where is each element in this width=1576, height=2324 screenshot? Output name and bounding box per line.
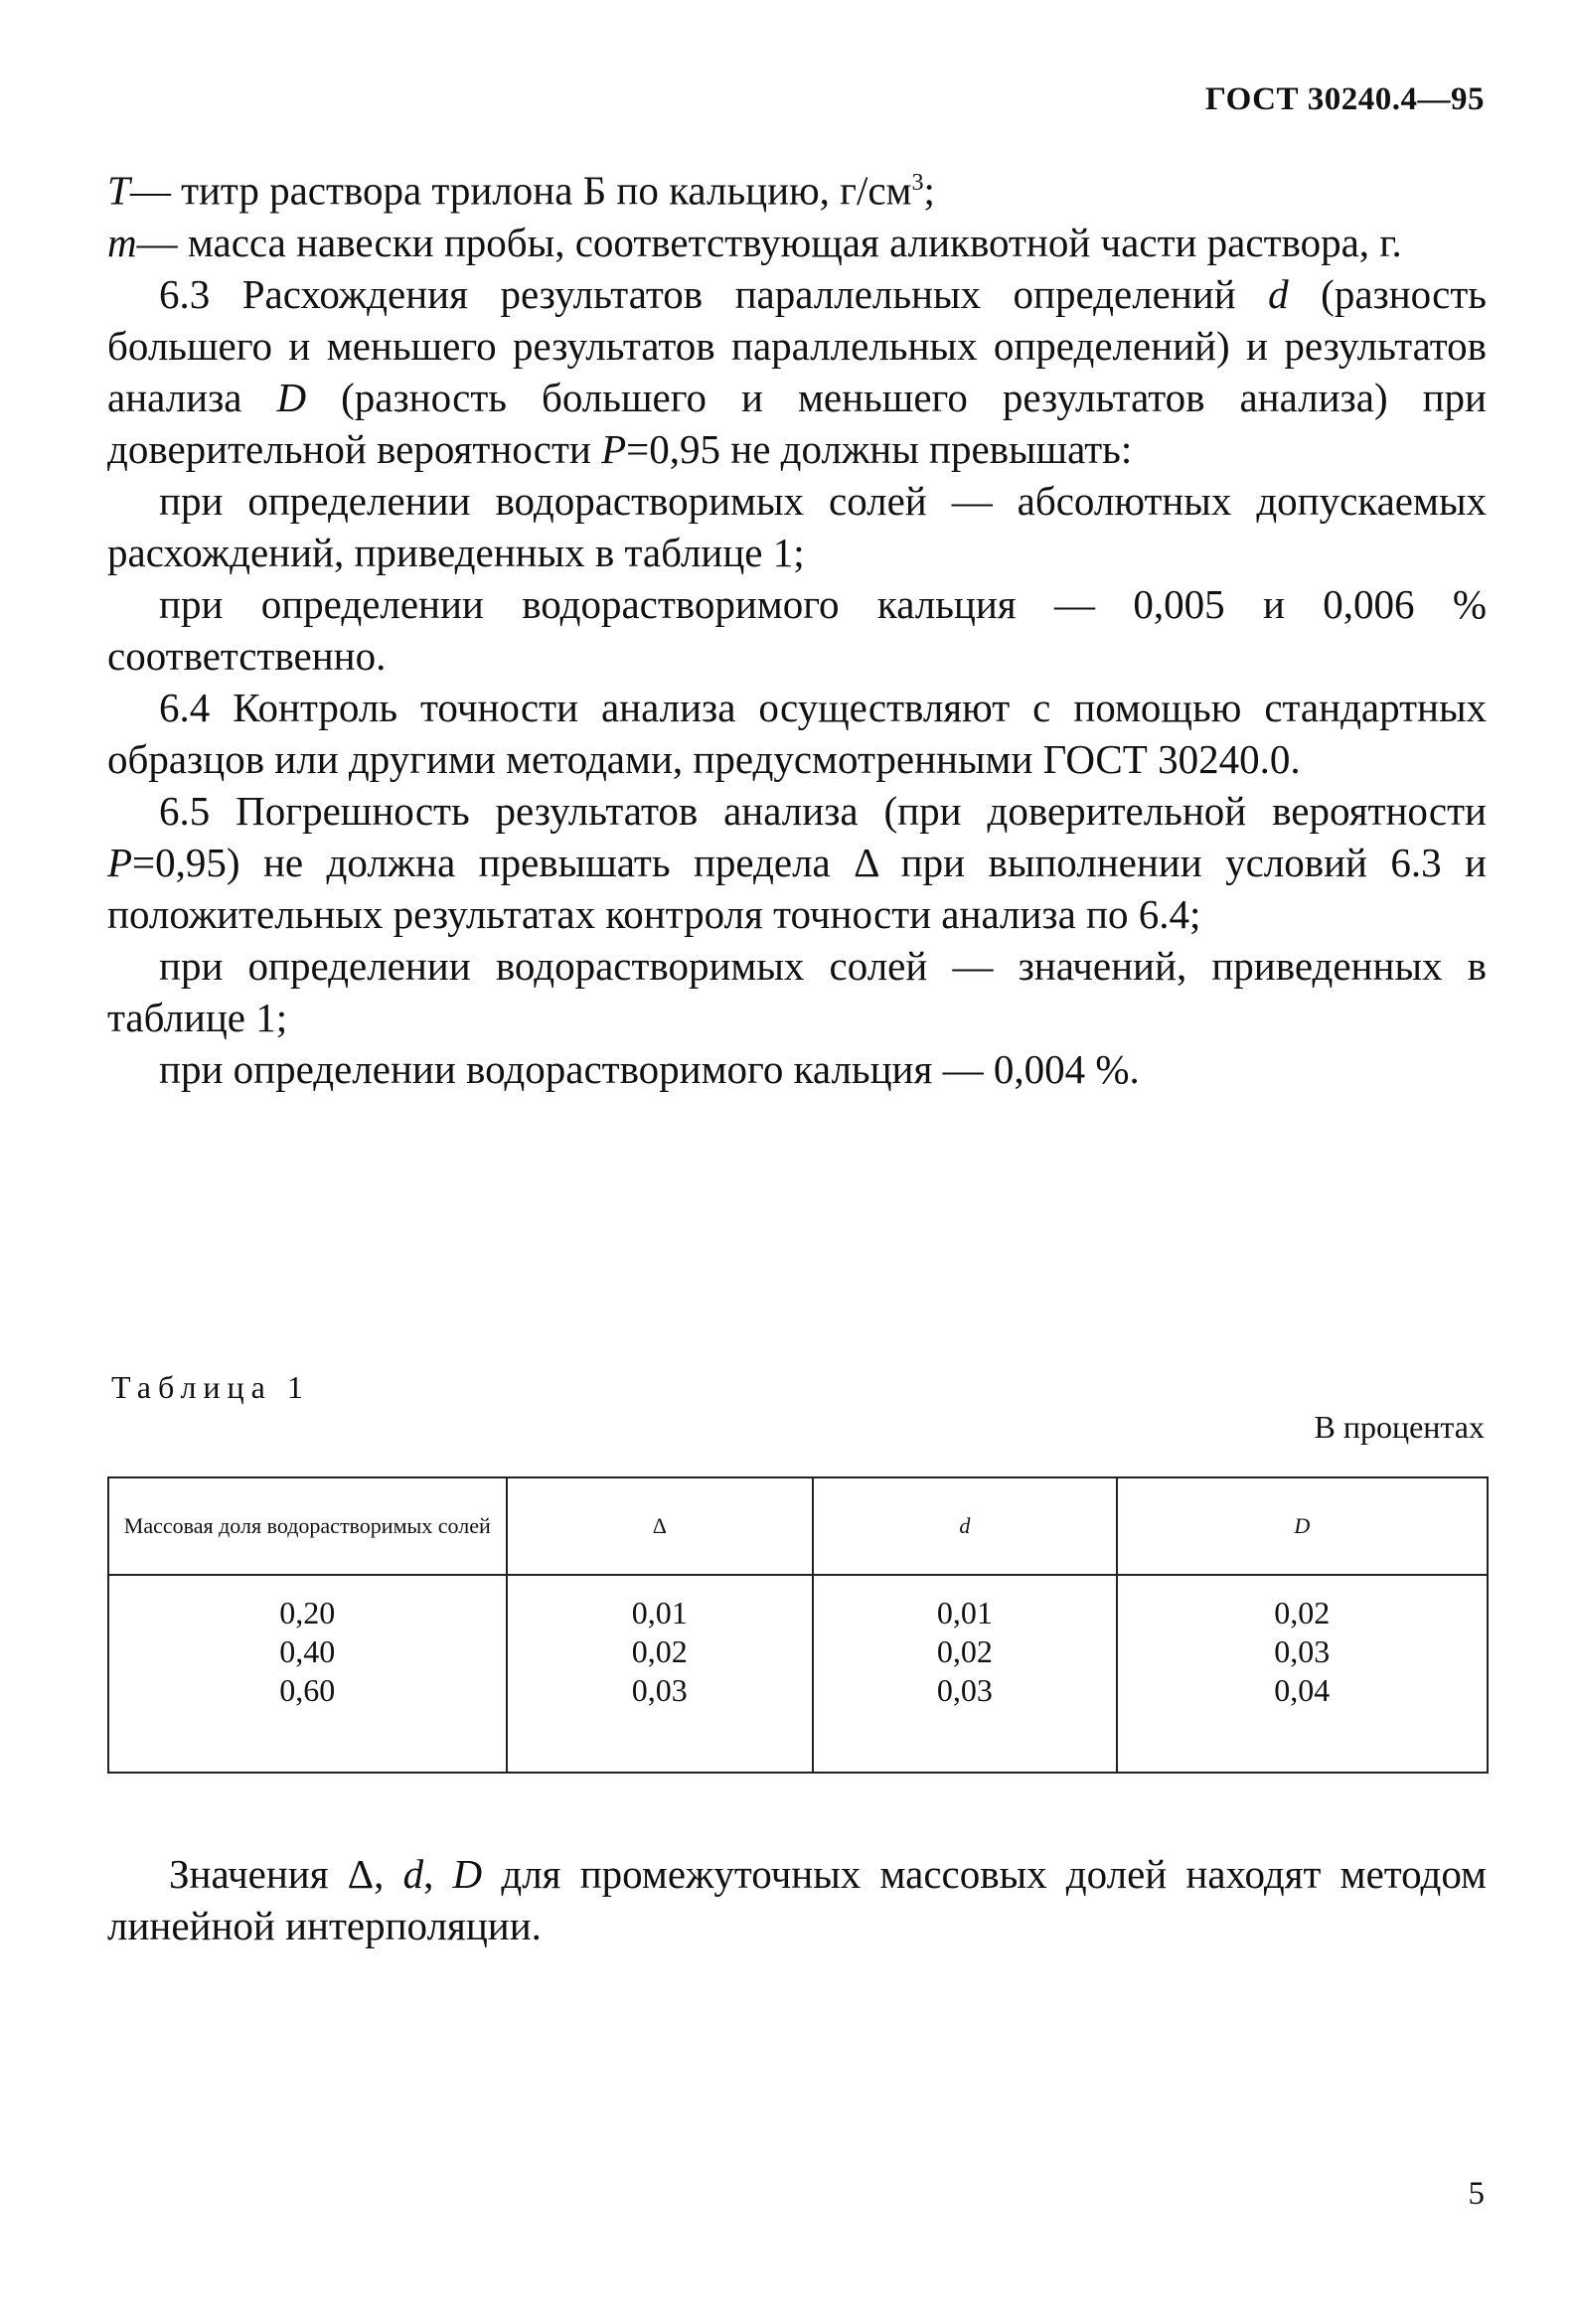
section-6-5-item-1: при определении водорастворимых солей — значений, приведенных в таблице 1; <box>107 942 1487 1040</box>
section-6-4: 6.4 Контроль точности анализа осуществляют с помощью стандартных образцов или другими методами, предусмотренными ГОСТ 30240.0. <box>107 684 1487 782</box>
document-header: ГОСТ 30240.4—95 <box>1204 81 1485 117</box>
table-cell-D: 0,02 0,03 0,04 <box>1117 1575 1488 1773</box>
definition-m: m— масса навески пробы, соответствующая аликвотной части раствора, г. <box>107 219 1402 265</box>
section-6-3: 6.3 Расхождения результатов параллельных определений d (разность большего и меньшего результатов параллельных определений) и результатов анализа D (разность большего и меньшего результатов анализа) при доверительной вероятности P=0,95 не должны превышать: <box>107 270 1487 472</box>
table-cell-delta: 0,01 0,02 0,03 <box>507 1575 814 1773</box>
section-6-3-item-2: при определении водорастворимого кальция — 0,005 и 0,006 % соответственно. <box>107 580 1487 679</box>
page-number: 5 <box>1468 2176 1485 2212</box>
document-body <box>107 157 1487 1095</box>
table-cell-d: 0,01 0,02 0,03 <box>813 1575 1117 1773</box>
table-header-mass-fraction: Массовая доля водорастворимых солей <box>108 1477 507 1575</box>
table-units: В процентах <box>1314 1409 1485 1445</box>
section-6-3-item-1: при определении водорастворимых солей — абсолютных допускаемых расхождений, приведенных в таблице 1; <box>107 477 1487 575</box>
table-row <box>108 1575 1488 1773</box>
table-header-D: D <box>1117 1477 1488 1575</box>
table-header-row <box>108 1477 1488 1575</box>
table-header-d: d <box>813 1477 1117 1575</box>
table-header-delta: Δ <box>507 1477 814 1575</box>
definition-T: T— титр раствора трилона Б по кальцию, $г/см^3$; <box>107 167 935 214</box>
data-table <box>107 1476 1489 1774</box>
section-6-5-item-2: при определении водорастворимого кальция — 0,004 %. <box>159 1045 1140 1092</box>
table-caption: Таблица 1 <box>111 1369 310 1405</box>
section-6-5: 6.5 Погрешность результатов анализа (при доверительной вероятности P=0,95) не должна превышать предела Δ при выполнении условий 6.3 и положительных результатах контроля точности анализа по 6.4; <box>107 787 1487 937</box>
table-cell-mass-fraction: 0,20 0,40 0,60 <box>108 1575 507 1773</box>
interpolation-note: Значения Δ, d, D для промежуточных массовых долей находят методом линейной интерполяции. <box>107 1851 1488 1948</box>
